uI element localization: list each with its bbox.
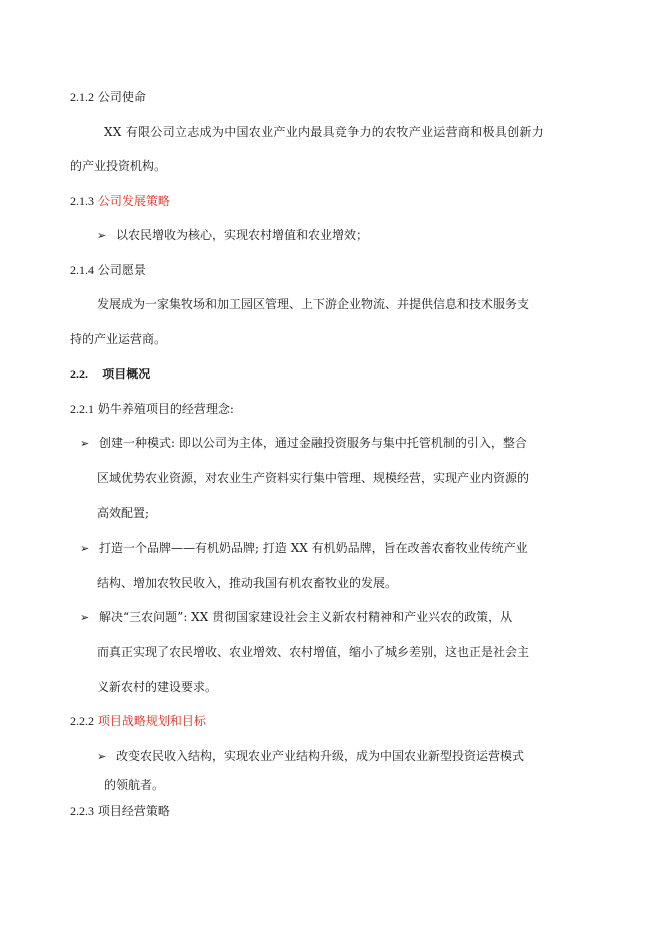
heading-2-2-3 bbox=[70, 803, 170, 819]
plan-line-1 bbox=[97, 748, 524, 765]
heading-title: 公司使命 bbox=[97, 90, 146, 104]
concept-3-text: 解决“三农问题”: XX 贯彻国家建设社会主义新农村精神和产业兴农的政策，从 bbox=[99, 610, 513, 624]
heading-2-2-1 bbox=[70, 401, 234, 417]
heading-title: 项目战略规划和目标 bbox=[97, 714, 206, 728]
heading-title: 公司发展策略 bbox=[97, 194, 170, 208]
vision-line-1: 发展成为一家集牧场和加工园区管理、上下游企业物流、并提供信息和技术服务支 bbox=[97, 297, 530, 311]
heading-title: 奶牛养殖项目的经营理念: bbox=[97, 402, 234, 416]
arrow-right-bullet-icon: ➢ bbox=[80, 542, 90, 555]
heading-2-2-2 bbox=[70, 713, 206, 729]
concept-2-text: 打造一个品牌——有机奶品牌; 打造 XX 有机奶品牌，旨在改善农畜牧业传统产业 bbox=[99, 541, 528, 555]
concept-3-line-2: 而真正实现了农民增收、农业增效、农村增值，缩小了城乡差别，这也正是社会主 bbox=[97, 645, 530, 659]
mission-line-2: 的产业投资机构。 bbox=[70, 159, 167, 173]
heading-number: 2.1.4 bbox=[70, 263, 94, 277]
strategy-bullet-text: 以农民增收为核心，实现农村增值和农业增效； bbox=[116, 228, 369, 242]
heading-title: 公司愿景 bbox=[97, 263, 146, 277]
heading-2-1-2 bbox=[70, 89, 146, 105]
concept-1-line-1 bbox=[80, 435, 527, 452]
arrow-right-bullet-icon: ➢ bbox=[80, 611, 90, 624]
heading-number: 2.1.3 bbox=[70, 194, 94, 208]
concept-2-line-2: 结构、增加农牧民收入，推动我国有机农畜牧业的发展。 bbox=[97, 576, 398, 590]
heading-2-1-4 bbox=[70, 262, 146, 278]
heading-number: 2.1.2 bbox=[70, 90, 94, 104]
arrow-right-bullet-icon: ➢ bbox=[97, 229, 107, 242]
concept-2-line-1 bbox=[80, 540, 528, 557]
concept-3-line-3: 义新农村的建设要求。 bbox=[97, 680, 218, 694]
concept-1-text: 创建一种模式: 即以公司为主体，通过金融投资服务与集中托管机制的引入，整合 bbox=[99, 436, 527, 450]
vision-line-2: 持的产业运营商。 bbox=[70, 332, 167, 346]
heading-2-1-3 bbox=[70, 193, 170, 209]
strategy-bullet bbox=[97, 227, 368, 244]
concept-1-line-2: 区域优势农业资源，对农业生产资料实行集中管理、规模经营，实现产业内资源的 bbox=[97, 471, 530, 485]
heading-number: 2.2.2 bbox=[70, 714, 94, 728]
plan-text: 改变农民收入结构，实现农业产业结构升级，成为中国农业新型投资运营模式 bbox=[116, 749, 525, 763]
heading-title: 项目经营策略 bbox=[97, 804, 170, 818]
heading-number: 2.2.1 bbox=[70, 402, 94, 416]
heading-number: 2.2.3 bbox=[70, 804, 94, 818]
arrow-right-bullet-icon: ➢ bbox=[80, 437, 90, 450]
mission-line-1: XX 有限公司立志成为中国农业产业内最具竞争力的农牧产业运营商和极具创新力 bbox=[104, 125, 545, 139]
plan-line-2: 的领航者。 bbox=[104, 778, 165, 792]
heading-title: 项目概况 bbox=[102, 367, 151, 381]
heading-2-2 bbox=[70, 366, 150, 382]
arrow-right-bullet-icon: ➢ bbox=[97, 750, 107, 763]
heading-number: 2.2. bbox=[70, 367, 88, 381]
concept-1-line-3: 高效配置; bbox=[97, 506, 150, 520]
concept-3-line-1 bbox=[80, 609, 512, 626]
